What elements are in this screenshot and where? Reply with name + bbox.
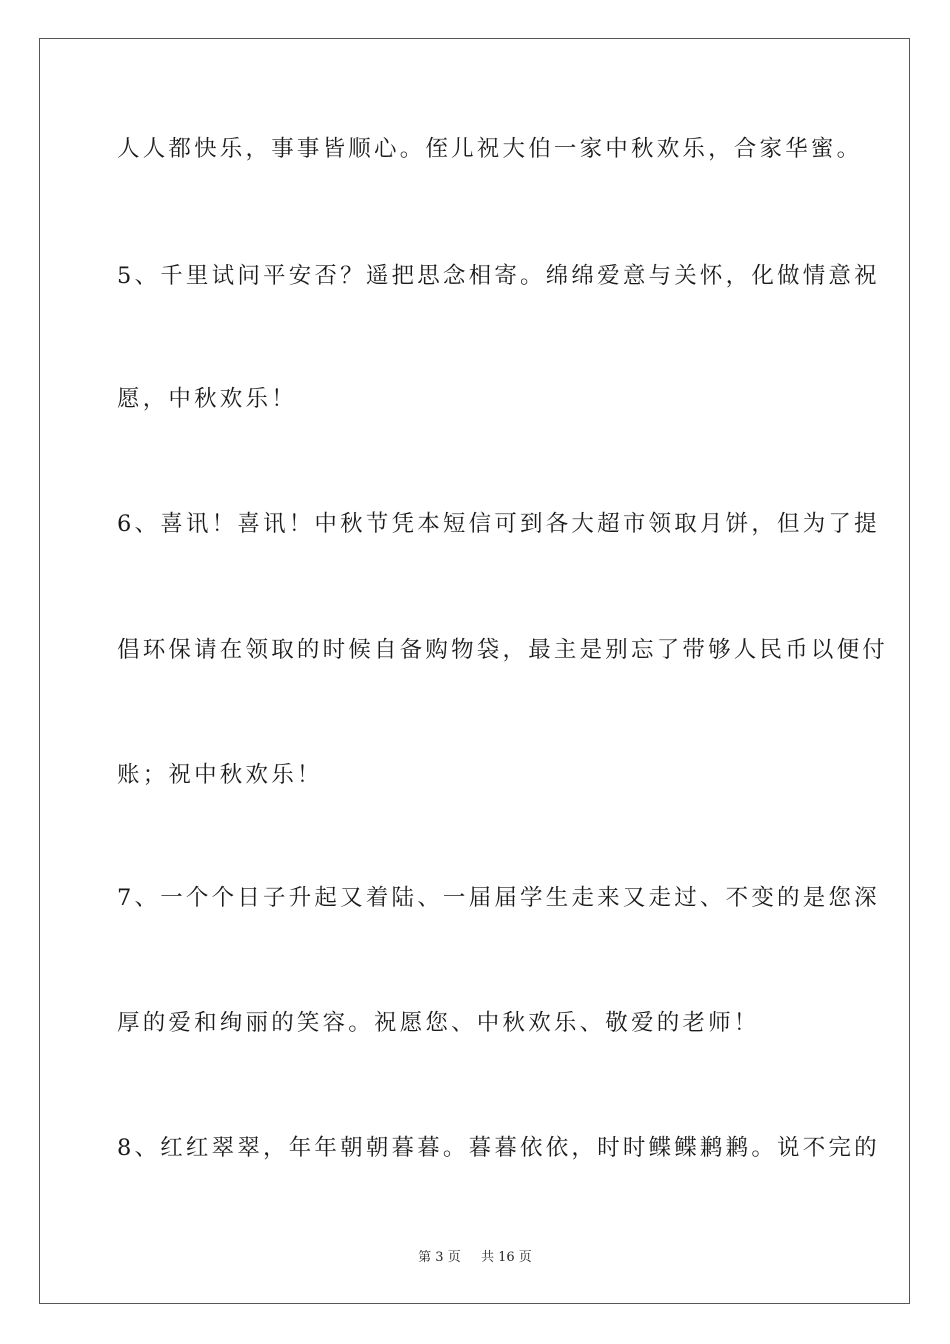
- text-line-3: 愿，中秋欢乐！: [117, 386, 297, 412]
- text-line-6: 账；祝中秋欢乐！: [117, 762, 323, 788]
- text-line-5: 倡环保请在领取的时候自备购物袋，最主是别忘了带够人民币以便付: [117, 637, 889, 663]
- text-line-8: 厚的爱和绚丽的笑容。祝愿您、中秋欢乐、敬爱的老师！: [117, 1010, 760, 1036]
- page-total: 共 16 页: [481, 1250, 532, 1265]
- text-line-7: 7、一个个日子升起又着陆、一届届学生走来又走过、不变的是您深: [117, 885, 880, 911]
- text-line-1: 人人都快乐，事事皆顺心。侄儿祝大伯一家中秋欢乐，合家华蜜。: [117, 136, 863, 162]
- page-number: 第 3 页: [418, 1250, 461, 1265]
- page-border: [39, 38, 910, 1304]
- text-line-4: 6、喜讯！喜讯！中秋节凭本短信可到各大超市领取月饼，但为了提: [117, 511, 880, 537]
- text-line-2: 5、千里试问平安否？遥把思念相寄。绵绵爱意与关怀，化做情意祝: [117, 263, 880, 289]
- text-line-9: 8、红红翠翠，年年朝朝暮暮。暮暮依依，时时鲽鲽鹣鹣。说不完的: [117, 1135, 880, 1161]
- page-footer: [0, 1246, 950, 1265]
